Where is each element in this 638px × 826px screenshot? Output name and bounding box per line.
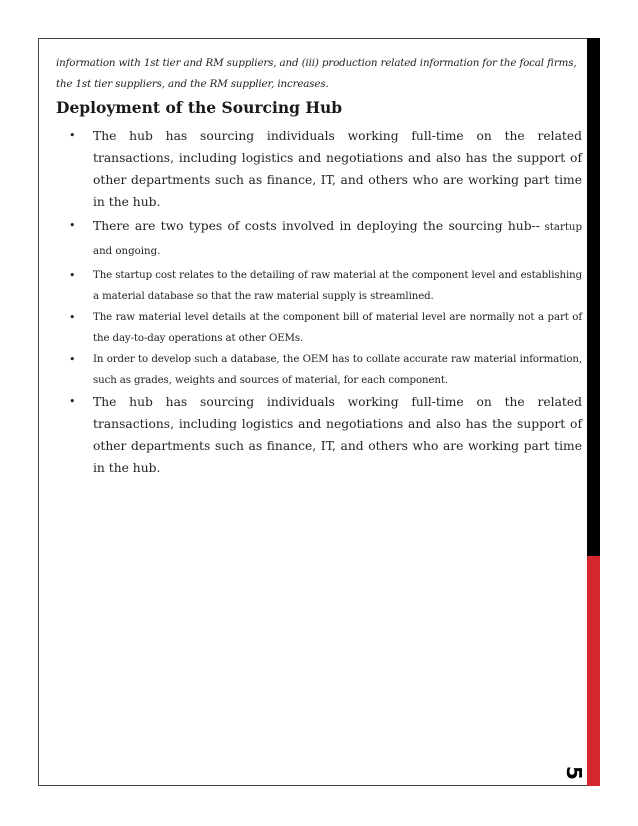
bullet-text: In order to develop such a database, the OEM has to collate accurate raw material information, such as grades, weights and sources of material, for each component. <box>93 354 582 386</box>
bullet-icon: • <box>69 353 76 366</box>
bullet-text: There are two types of costs involved in deploying the sourcing hub-- <box>93 219 540 233</box>
bullet-item <box>56 391 582 479</box>
bullet-text-small: startup and ongoing. <box>93 222 582 257</box>
section-heading: Deployment of the Sourcing Hub <box>56 98 343 117</box>
bullet-list <box>56 125 582 479</box>
page-number: 5 <box>562 766 586 780</box>
side-bar-black <box>587 38 600 556</box>
bullet-text: The startup cost relates to the detailing of raw material at the component level and establishing a material database so that the raw material supply is streamlined. <box>93 270 582 302</box>
bullet-icon: • <box>69 129 76 142</box>
page-content <box>56 53 582 481</box>
bullet-item <box>56 125 582 213</box>
bullet-icon: • <box>69 395 76 408</box>
bullet-icon: • <box>69 219 76 232</box>
intro-paragraph: information with 1st tier and RM suppliers, and (iii) production related information for the focal firms, the 1st tier suppliers, and the RM supplier, increases. <box>56 57 577 90</box>
bullet-text: The hub has sourcing individuals working full-time on the related transactions, including logistics and negotiations and also has the support of other departments such as finance, IT, and others who are working part time in the hub. <box>93 395 582 475</box>
bullet-item <box>56 307 582 349</box>
bullet-text: The raw material level details at the component bill of material level are normally not a part of the day-to-day operations at other OEMs. <box>93 312 582 344</box>
bullet-icon: • <box>69 269 76 282</box>
side-bar-red <box>587 556 600 786</box>
bullet-text: The hub has sourcing individuals working full-time on the related transactions, including logistics and negotiations and also has the support of other departments such as finance, IT, and others who are working part time in the hub. <box>93 129 582 209</box>
bullet-item <box>56 215 582 263</box>
bullet-icon: • <box>69 311 76 324</box>
bullet-item <box>56 349 582 391</box>
bullet-item <box>56 265 582 307</box>
